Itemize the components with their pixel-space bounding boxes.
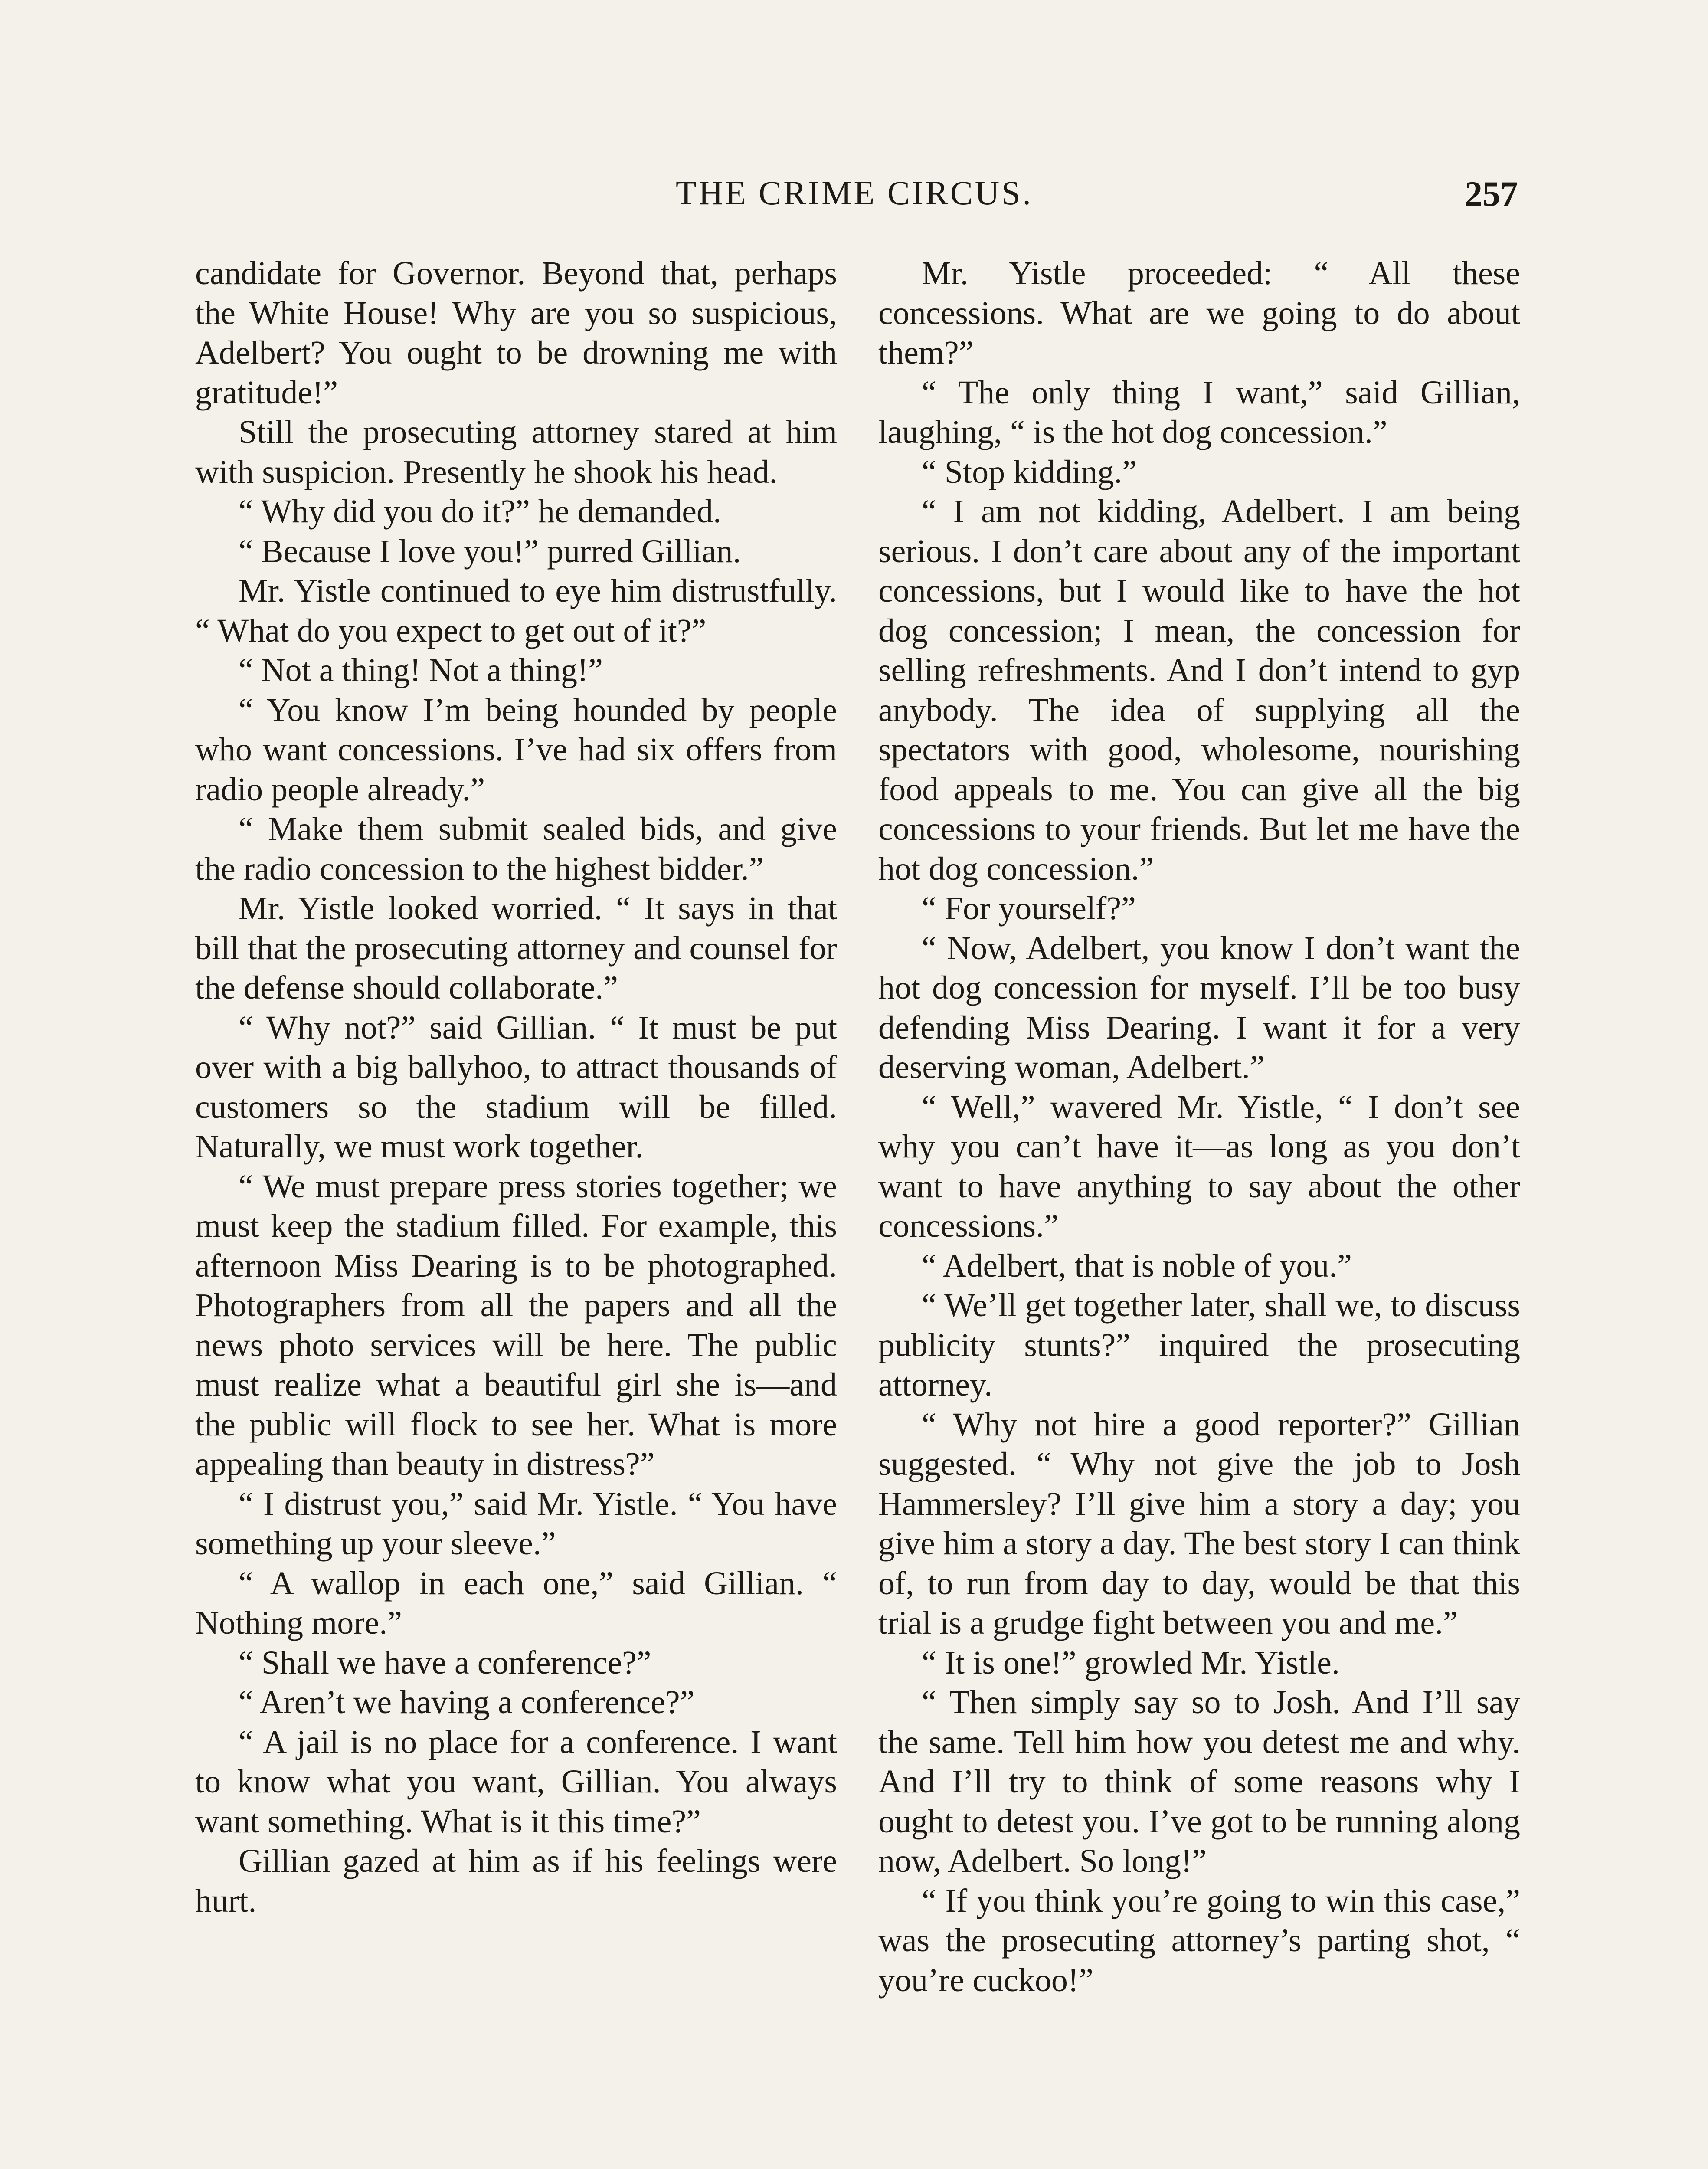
paragraph: “ Why did you do it?” he demanded. — [239, 493, 721, 530]
paragraph: “ A jail is no place for a conference. I want to know what you want, Gillian. You always want something. What is it this time?” — [195, 1723, 837, 1840]
paragraph: “ It is one!” growled Mr. Yistle. — [922, 1644, 1340, 1681]
right-column — [878, 254, 1520, 2000]
paragraph: “ Because I love you!” purred Gillian. — [239, 533, 741, 570]
paragraph: “ You know I’m being hounded by people who want concessions. I’ve had six offers from radio people already.” — [195, 691, 837, 808]
paragraph: “ The only thing I want,” said Gillian, laughing, “ is the hot dog concession.” — [878, 374, 1520, 450]
paragraph: “ A wallop in each one,” said Gillian. “ Nothing more.” — [195, 1565, 837, 1641]
paragraph: candidate for Governor. Beyond that, perhaps the White House! Why are you so suspicious, Adelbert? You ought to be drowning me with gratitude!” — [195, 255, 837, 411]
paragraph: “ Aren’t we having a conference?” — [239, 1684, 695, 1720]
paragraph: Mr. Yistle proceeded: “ All these concessions. What are we going to do about them?” — [878, 255, 1520, 371]
paragraph: “ For yourself?” — [922, 890, 1136, 927]
paragraph: “ Make them submit sealed bids, and give the radio concession to the highest bidder.” — [195, 811, 837, 887]
paragraph: Mr. Yistle continued to eye him distrustfully. “ What do you expect to get out of it?” — [195, 573, 837, 649]
paragraph: “ Why not hire a good reporter?” Gillian suggested. “ Why not give the job to Josh Hammersley? I’ll give him a story a day; you give him a story a day. The best story I can think of, to run from day to day, would be that this trial is a grudge fight between you and me.” — [878, 1406, 1520, 1641]
paragraph: Mr. Yistle looked worried. “ It says in that bill that the prosecuting attorney and counsel for the defense should collaborate.” — [195, 890, 837, 1006]
paragraph: “ Adelbert, that is noble of you.” — [922, 1247, 1352, 1284]
paragraph: “ Well,” wavered Mr. Yistle, “ I don’t see why you can’t have it—as long as you don’t want to have anything to say about the other concessions.” — [878, 1088, 1520, 1244]
paragraph: “ Stop kidding.” — [922, 453, 1137, 490]
paragraph: “ I am not kidding, Adelbert. I am being serious. I don’t care about any of the important concessions, but I would like to have the hot dog concession; I mean, the concession for selling refreshments. And I don’t intend to gyp anybody. The idea of supplying all the spectators with good, wholesome, nourishing food appeals to me. You can give all the big concessions to your friends. But let me have the hot dog concession.” — [878, 493, 1520, 887]
paragraph: Gillian gazed at him as if his feelings were hurt. — [195, 1843, 837, 1919]
paragraph: “ Not a thing! Not a thing!” — [239, 652, 603, 688]
paragraph: “ I distrust you,” said Mr. Yistle. “ You have something up your sleeve.” — [195, 1485, 837, 1562]
page-number: 257 — [1465, 174, 1518, 213]
paragraph: “ If you think you’re going to win this case,” was the prosecuting attorney’s parting shot, “ you’re cuckoo!” — [878, 1882, 1520, 1999]
chapter-title: THE CRIME CIRCUS. — [676, 174, 1033, 212]
paragraph: Still the prosecuting attorney stared at him with suspicion. Presently he shook his head. — [195, 414, 837, 490]
paragraph: “ Why not?” said Gillian. “ It must be put over with a big ballyhoo, to attract thousands of customers so the stadium will be filled. Naturally, we must work together. — [195, 1009, 837, 1165]
running-head — [191, 174, 1518, 221]
paragraph: “ Shall we have a conference?” — [239, 1644, 651, 1681]
paragraph: “ Now, Adelbert, you know I don’t want the hot dog concession for myself. I’ll be too busy defending Miss Dearing. I want it for a very deserving woman, Adelbert.” — [878, 930, 1520, 1085]
paragraph: “ Then simply say so to Josh. And I’ll say the same. Tell him how you detest me and why. And I’ll try to think of some reasons why I ought to detest you. I’ve got to be running along now, Adelbert. So long!” — [878, 1684, 1520, 1879]
paragraph: “ We’ll get together later, shall we, to discuss publicity stunts?” inquired the prosecuting attorney. — [878, 1287, 1520, 1403]
left-column — [195, 254, 837, 1921]
paragraph: “ We must prepare press stories together; we must keep the stadium filled. For example, this afternoon Miss Dearing is to be photographed. Photographers from all the papers and all the news photo services will be here. The public must realize what a beautiful girl she is—and the public will flock to see her. What is more appealing than beauty in distress?” — [195, 1168, 837, 1482]
